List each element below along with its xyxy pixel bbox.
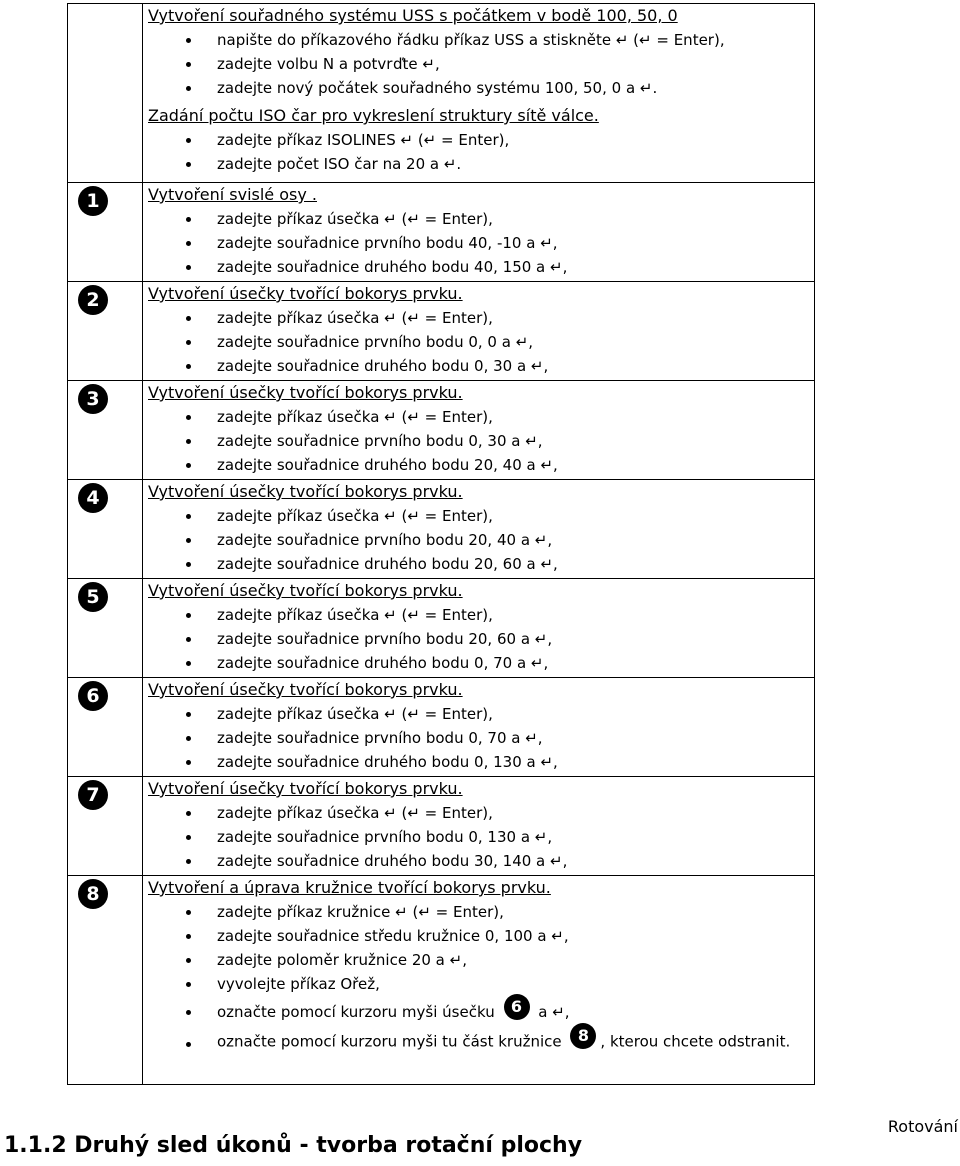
list-item: zadejte souřadnice druhého bodu 0, 130 a ↵, — [148, 750, 806, 774]
list-item: zadejte souřadnice druhého bodu 20, 60 a ↵, — [148, 552, 806, 576]
step-badge: 2 — [78, 285, 108, 315]
list-item-mark-line — [148, 996, 806, 1029]
list-item: zadejte souřadnice druhého bodu 20, 40 a ↵, — [148, 453, 806, 477]
step-badge: 4 — [78, 483, 108, 513]
step-badge: 1 — [78, 186, 108, 216]
item-text: označte pomocí kurzoru myši úsečku — [217, 1003, 495, 1021]
section-step-3 — [68, 380, 814, 479]
list-item: zadejte příkaz úsečka ↵ (↵ = Enter), — [148, 306, 806, 330]
list-item: zadejte příkaz úsečka ↵ (↵ = Enter), — [148, 207, 806, 231]
section-content — [148, 876, 806, 1055]
step-badge: 7 — [78, 780, 108, 810]
list-item: zadejte poloměr kružnice 20 a ↵, — [148, 948, 806, 972]
section-title: Vytvoření úsečky tvořící bokorys prvku. — [148, 680, 463, 699]
section-title: Zadání počtu ISO čar pro vykreslení struktury sítě válce. — [148, 106, 599, 125]
section-content — [148, 579, 806, 675]
list-item: napište do příkazového řádku příkaz USS a stiskněte ↵ (↵ = Enter), — [148, 28, 806, 52]
list-item: zadejte souřadnice prvního bodu 0, 70 a ↵, — [148, 726, 806, 750]
list-item: zadejte souřadnice druhého bodu 0, 70 a ↵, — [148, 651, 806, 675]
list-item: zadejte souřadnice prvního bodu 0, 30 a ↵, — [148, 429, 806, 453]
section-title: Vytvoření souřadného systému USS s počátkem v bodě 100, 50, 0 — [148, 6, 678, 25]
list-item: vyvolejte příkaz Ořež, — [148, 972, 806, 996]
step-badge: 5 — [78, 582, 108, 612]
list-item-mark-circle — [148, 1026, 806, 1055]
section-step-5 — [68, 578, 814, 677]
section-content — [148, 777, 806, 873]
list-item: zadejte souřadnice středu kružnice 0, 100 a ↵, — [148, 924, 806, 948]
instruction-table — [67, 3, 815, 1085]
list-item: zadejte příkaz kružnice ↵ (↵ = Enter), — [148, 900, 806, 924]
list-item: zadejte příkaz úsečka ↵ (↵ = Enter), — [148, 702, 806, 726]
section-step-1 — [68, 182, 814, 281]
list-item: zadejte souřadnice druhého bodu 40, 150 a ↵, — [148, 255, 806, 279]
item-text: označte pomocí kurzoru myši tu část kružnice — [217, 1032, 562, 1051]
list-item: zadejte souřadnice druhého bodu 0, 30 a ↵, — [148, 354, 806, 378]
item-text: a ↵, — [538, 1003, 570, 1021]
list-item: zadejte souřadnice druhého bodu 30, 140 a ↵, — [148, 849, 806, 873]
section-content — [148, 282, 806, 378]
chapter-heading: 1.1.2 Druhý sled úkonů - tvorba rotační plochy — [4, 1133, 583, 1158]
step-8-badge-icon: 8 — [570, 1023, 596, 1049]
step-badge: 3 — [78, 384, 108, 414]
list-item: zadejte počet ISO čar na 20 a ↵. — [148, 152, 806, 176]
list-item: zadejte příkaz úsečka ↵ (↵ = Enter), — [148, 801, 806, 825]
list-item: zadejte souřadnice prvního bodu 20, 40 a ↵, — [148, 528, 806, 552]
section-title: Vytvoření úsečky tvořící bokorys prvku. — [148, 779, 463, 798]
section-content — [148, 480, 806, 576]
step-badge: 6 — [78, 681, 108, 711]
list-item: zadejte nový počátek souřadného systému 100, 50, 0 a ↵. — [148, 76, 806, 100]
section-title: Vytvoření svislé osy . — [148, 185, 317, 204]
section-content — [148, 678, 806, 774]
list-item: zadejte souřadnice prvního bodu 20, 60 a ↵, — [148, 627, 806, 651]
list-item: zadejte souřadnice prvního bodu 0, 0 a ↵, — [148, 330, 806, 354]
section-step-8 — [68, 875, 814, 1085]
list-item: zadejte příkaz ISOLINES ↵ (↵ = Enter), — [148, 128, 806, 152]
section-content — [148, 4, 806, 100]
step-6-badge-icon: 6 — [504, 994, 530, 1020]
section-content — [148, 381, 806, 477]
list-item: zadejte příkaz úsečka ↵ (↵ = Enter), — [148, 405, 806, 429]
section-content — [148, 183, 806, 279]
section-step-2 — [68, 281, 814, 380]
section-content — [148, 104, 806, 176]
section-title: Vytvoření a úprava kružnice tvořící bokorys prvku. — [148, 878, 551, 897]
list-item: zadejte příkaz úsečka ↵ (↵ = Enter), — [148, 603, 806, 627]
step-badge: 8 — [78, 879, 108, 909]
list-item: zadejte volbu N a potvrďte ↵, — [148, 52, 806, 76]
section-step-7 — [68, 776, 814, 875]
section-title: Vytvoření úsečky tvořící bokorys prvku. — [148, 581, 463, 600]
section-title: Vytvoření úsečky tvořící bokorys prvku. — [148, 383, 463, 402]
section-title: Vytvoření úsečky tvořící bokorys prvku. — [148, 284, 463, 303]
item-text: , kterou chcete odstranit. — [600, 1032, 791, 1051]
section-step-6 — [68, 677, 814, 776]
section-title: Vytvoření úsečky tvořící bokorys prvku. — [148, 482, 463, 501]
list-item: zadejte souřadnice prvního bodu 0, 130 a ↵, — [148, 825, 806, 849]
list-item: zadejte souřadnice prvního bodu 40, -10 a ↵, — [148, 231, 806, 255]
section-uss — [68, 4, 814, 104]
section-isolines — [68, 104, 814, 182]
header-label: Rotování — [887, 1117, 958, 1136]
section-step-4 — [68, 479, 814, 578]
list-item: zadejte příkaz úsečka ↵ (↵ = Enter), — [148, 504, 806, 528]
